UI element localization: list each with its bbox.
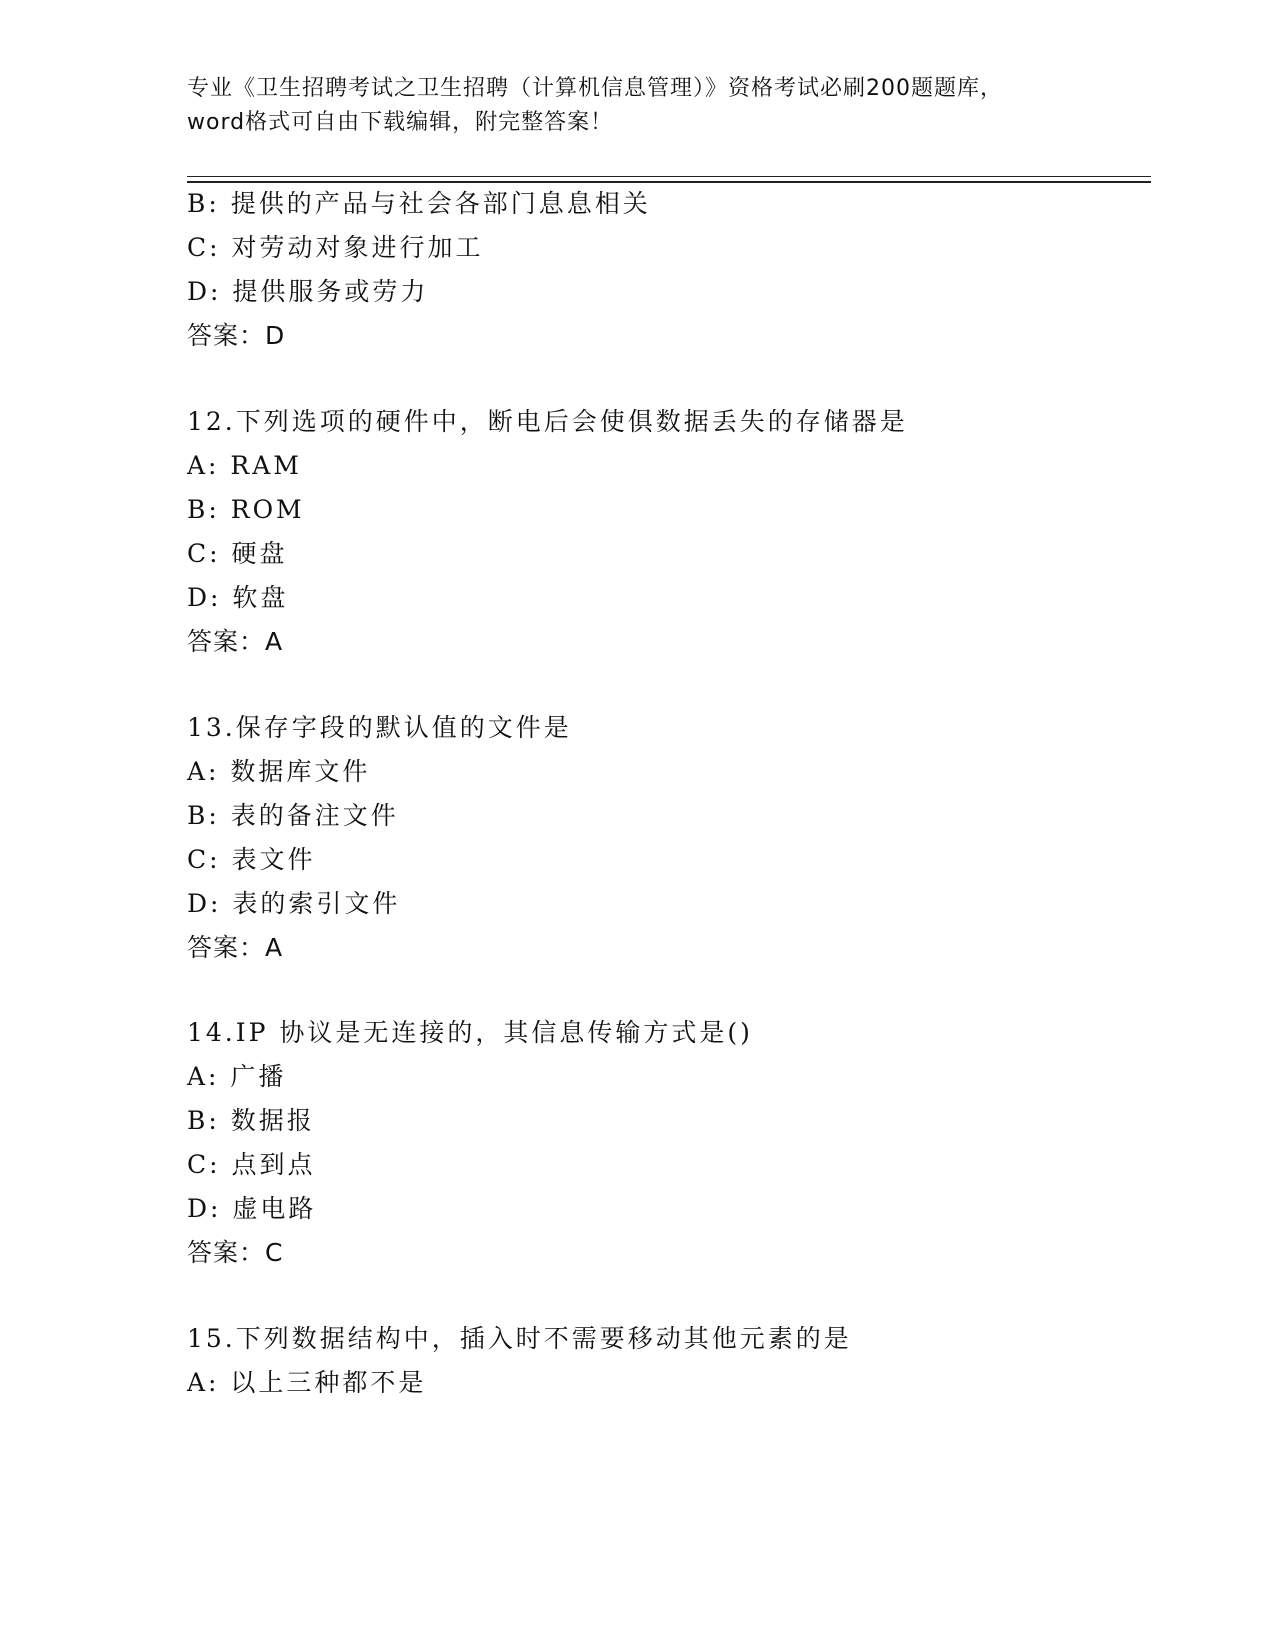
- option-line: B: 表的备注文件: [187, 801, 399, 830]
- option-line: D: 提供服务或劳力: [187, 277, 429, 306]
- option-line: A: 以上三种都不是: [187, 1368, 427, 1397]
- header-line-1: 专业《卫生招聘考试之卫生招聘（计算机信息管理）》资格考试必刷200题题库，: [187, 76, 1003, 101]
- question-stem: 14.IP 协议是无连接的，其信息传输方式是(): [187, 1018, 753, 1047]
- header-line-2: word格式可自由下载编辑，附完整答案！: [187, 110, 614, 135]
- option-line: A: 数据库文件: [187, 757, 371, 786]
- answer-line: 答案：A: [187, 627, 284, 656]
- option-line: B: 提供的产品与社会各部门息息相关: [187, 189, 651, 218]
- question-stem: 13.保存字段的默认值的文件是: [187, 713, 572, 742]
- header-divider-thin: [187, 176, 1151, 177]
- option-line: D: 虚电路: [187, 1194, 317, 1223]
- option-line: D: 表的索引文件: [187, 889, 401, 918]
- question-stem: 15.下列数据结构中，插入时不需要移动其他元素的是: [187, 1324, 852, 1353]
- option-line: D: 软盘: [187, 583, 289, 612]
- answer-line: 答案：A: [187, 933, 284, 962]
- option-line: B: ROM: [187, 495, 305, 524]
- question-stem: 12.下列选项的硬件中，断电后会使俱数据丢失的存储器是: [187, 407, 908, 436]
- option-line: C: 对劳动对象进行加工: [187, 233, 484, 262]
- answer-line: 答案：C: [187, 1238, 284, 1267]
- option-line: C: 表文件: [187, 845, 316, 874]
- option-line: B: 数据报: [187, 1106, 315, 1135]
- option-line: A: RAM: [187, 451, 302, 480]
- option-line: C: 点到点: [187, 1150, 316, 1179]
- answer-line: 答案：D: [187, 321, 286, 350]
- header-divider-thick: [187, 181, 1151, 183]
- document-header: [187, 72, 1087, 140]
- option-line: A: 广播: [187, 1062, 287, 1091]
- option-line: C: 硬盘: [187, 539, 288, 568]
